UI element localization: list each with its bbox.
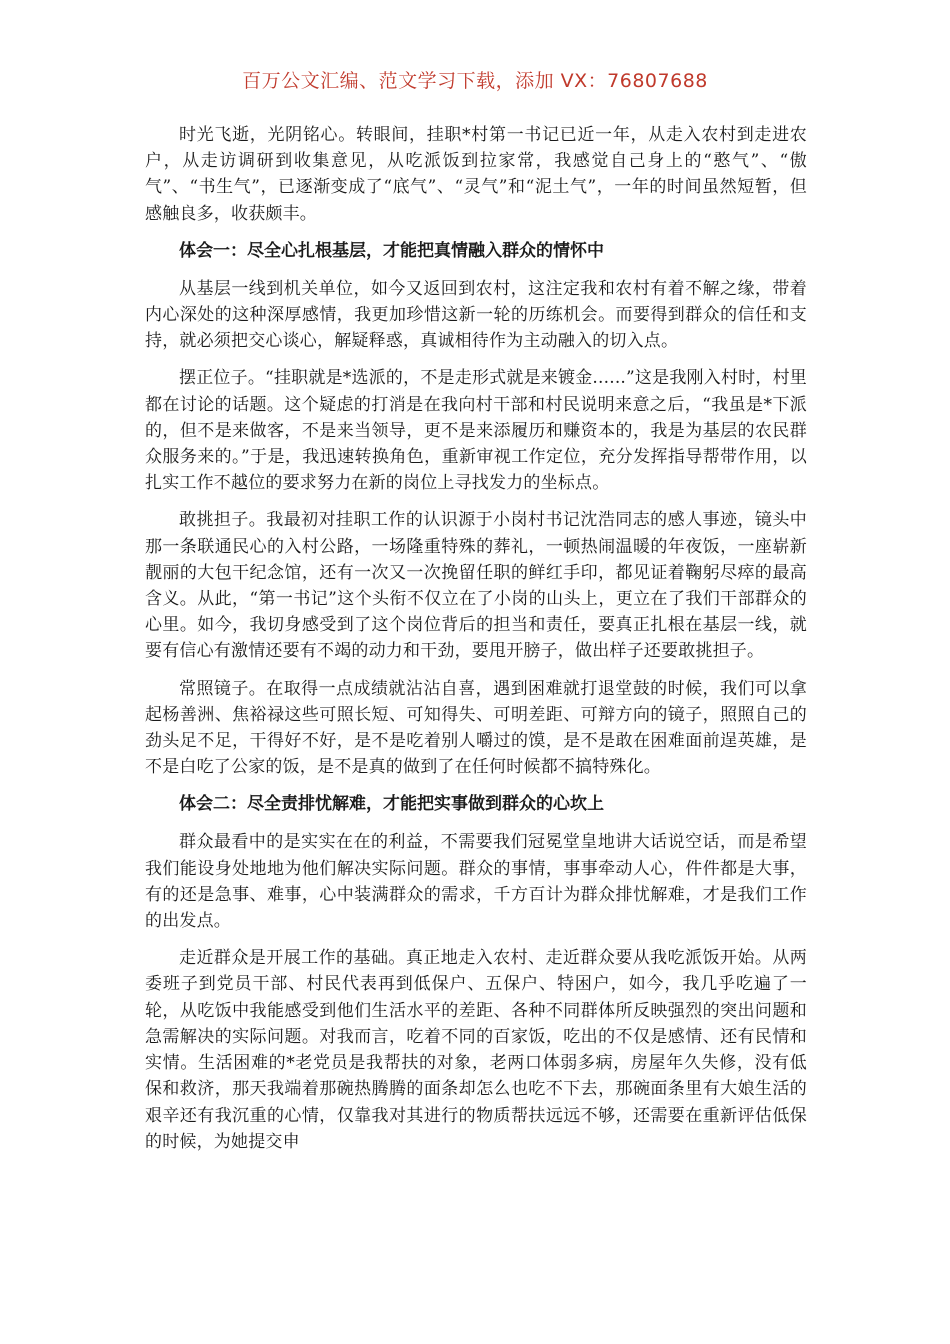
paragraph-3: 摆正位子。“挂职就是*选派的，不是走形式就是来镀金......”这是我刚入村时，村里都在讨论的话题。这个疑虑的打消是在我向村干部和村民说明来意之后，“我虽是*下派的，但不是来做客，不是来当领导，更不是来添履历和赚资本的，我是为基层的农民群众服务来的。”于是，我迅速转换角色，重新审视工作定位，充分发挥指导帮带作用，以扎实工作不越位的要求努力在新的岗位上寻找发力的坐标点。 [145,368,807,494]
paragraph-5: 常照镜子。在取得一点成绩就沾沾自喜，遇到困难就打退堂鼓的时候，我们可以拿起杨善洲、焦裕禄这些可照长短、可知得失、可明差距、可辩方向的镜子，照照自己的劲头足不足，干得好不好，是不是吃着别人嚼过的馍，是不是敢在困难面前逞英雄，是不是白吃了公家的饭，是不是真的做到了在任何时候都不搞特殊化。 [145,678,807,778]
paragraph-7: 走近群众是开展工作的基础。真正地走入农村、走近群众要从我吃派饭开始。从两委班子到党员干部、村民代表再到低保户、五保户、特困户，如今，我几乎吃遍了一轮，从吃饭中我能感受到他们生活水平的差距、各种不同群体所反映强烈的突出问题和急需解决的实际问题。对我而言，吃着不同的百家饭，吃出的不仅是感情、还有民情和实情。生活困难的*老党员是我帮扶的对象，老两口体弱多病，房屋年久失修，没有低保和救济，那天我端着那碗热腾腾的面条却怎么也吃不下去，那碗面条里有大娘生活的艰辛还有我沉重的心情，仅靠我对其进行的物质帮扶远远不够，还需要在重新评估低保的时候，为她提交申 [145,948,807,1152]
section-heading-1: 体会一：尽全心扎根基层，才能把真情融入群众的情怀中 [179,240,604,261]
paragraph-4: 敢挑担子。我最初对挂职工作的认识源于小岗村书记沈浩同志的感人事迹，镜头中那一条联通民心的入村公路，一场隆重特殊的葬礼，一顿热闹温暖的年夜饭，一座崭新靓丽的大包干纪念馆，还有一次又一次挽留任职的鲜红手印，都见证着鞠躬尽瘁的最高含义。从此，“第一书记”这个头衔不仅立在了小岗的山头上，更立在了我们干部群众的心里。如今，我切身感受到了这个岗位背后的担当和责任，要真正扎根在基层一线，就要有信心有激情还要有不竭的动力和干劲，要甩开膀子，做出样子还要敢挑担子。 [145,510,807,662]
section-heading-2: 体会二：尽全责排忧解难，才能把实事做到群众的心坎上 [179,794,604,815]
page-header: 百万公文汇编、范文学习下载，添加 VX：76807688 [242,70,708,92]
paragraph-intro: 时光飞逝，光阴铭心。转眼间，挂职*村第一书记已近一年，从走入农村到走进农户，从走访调研到收集意见，从吃派饭到拉家常，我感觉自己身上的“憨气”、“傲气”、“书生气”，已逐渐变成了“底气”、“灵气”和“泥土气”，一年的时间虽然短暂，但感触良多，收获颇丰。 [145,125,807,224]
paragraph-6: 群众最看中的是实实在在的利益，不需要我们冠冕堂皇地讲大话说空话，而是希望我们能设身处地地为他们解决实际问题。群众的事情，事事牵动人心，件件都是大事，有的还是急事、难事，心中装满群众的需求，千方百计为群众排忧解难，才是我们工作的出发点。 [145,832,807,932]
document-body [145,122,807,1166]
paragraph-2: 从基层一线到机关单位，如今又返回到农村，这注定我和农村有着不解之缘，带着内心深处的这种深厚感情，我更加珍惜这新一轮的历练机会。而要得到群众的信任和支持，就必须把交心谈心，解疑释惑，真诚相待作为主动融入的切入点。 [145,278,807,352]
